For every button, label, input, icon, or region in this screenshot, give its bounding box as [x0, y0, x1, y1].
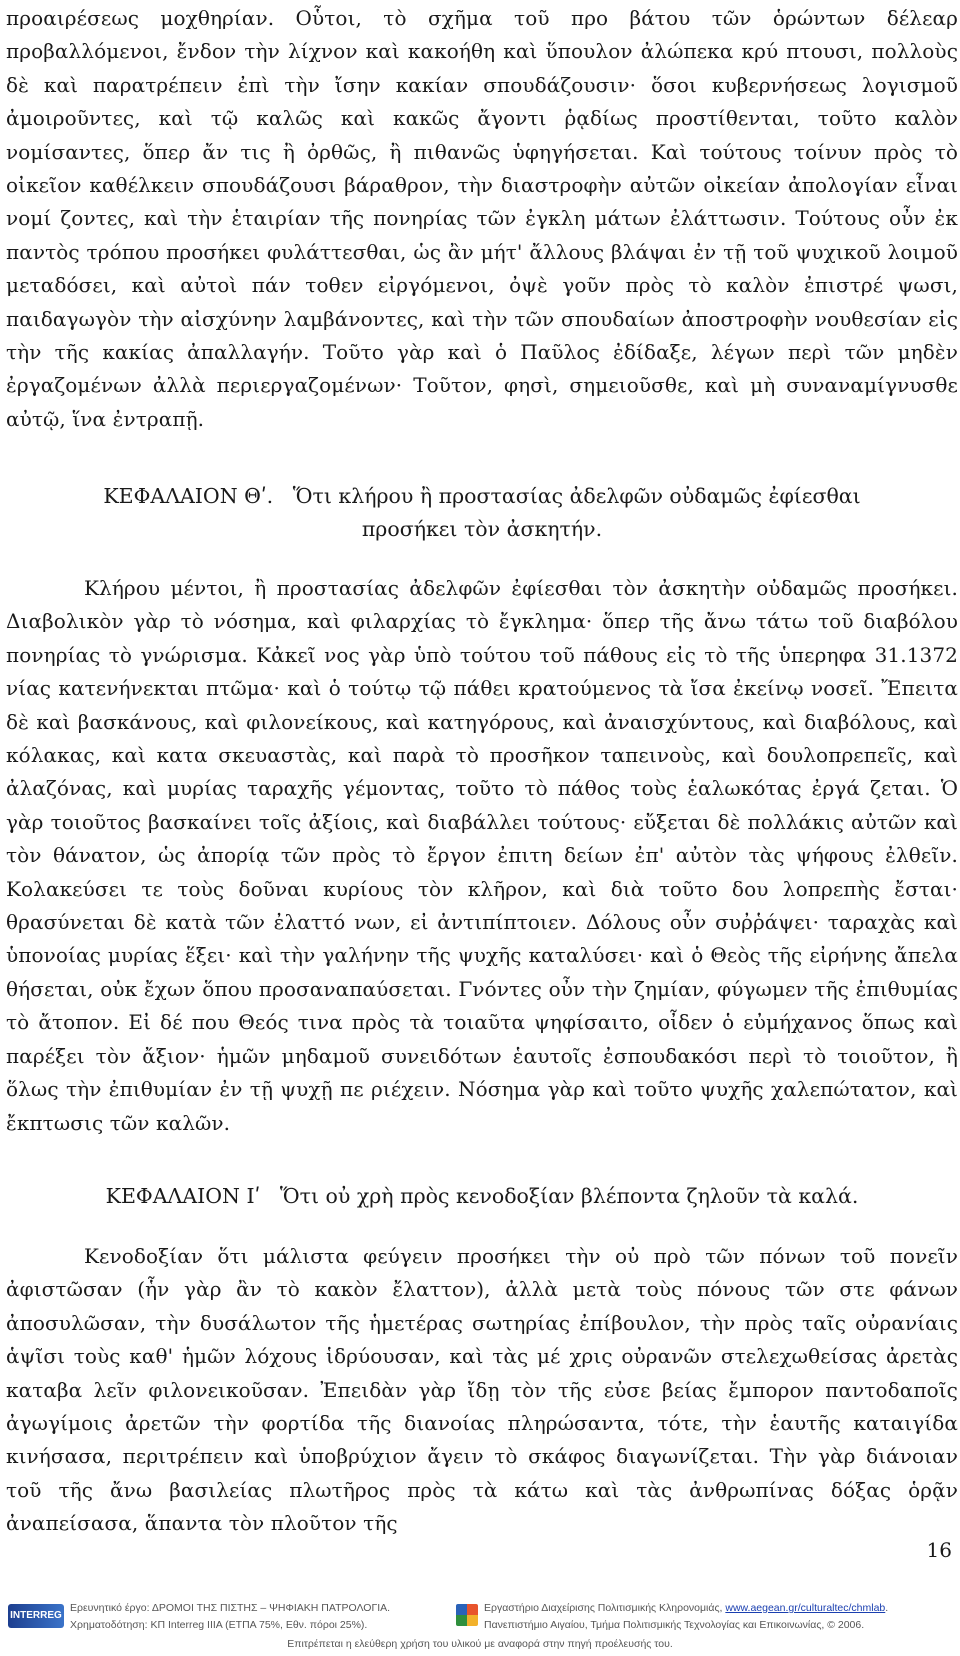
footer-right: [456, 1600, 956, 1636]
chapter-9-heading-line-1: ΚΕΦΑΛΑΙΟΝ Θʹ. Ὅτι κλήρου ἢ προστασίας ἀδελφῶν οὐδαμῶς ἐφίεσθαι: [103, 484, 861, 508]
chapter-10-heading: ΚΕΦΑΛΑΙΟΝ Ιʹ Ὅτι οὐ χρὴ πρὸς κενοδοξίαν βλέποντα ζηλοῦν τὰ καλά.: [105, 1184, 859, 1208]
lab-logo-icon: [456, 1604, 478, 1626]
footer: [0, 1592, 960, 1656]
paragraph-2: Κλήρου μέντοι, ἢ προστασίας ἀδελφῶν ἐφίεσθαι τὸν ἀσκητὴν οὐδαμῶς προσήκει. Διαβολικὸν γὰρ τὸ νόσημα, καὶ φιλαρχίας τὸ ἔγκλημα· ὅπερ τῆς ἄνω τάτω τοῦ διαβόλου πονηρίας τὸ γνώρισμα. Κἀκεῖ νος γὰρ ὑπὸ τούτου τοῦ πάθους εἰς τὸ τῆς ὑπερηφα 31.1372 νίας κατενήνεκται πτῶμα· καὶ ὁ τούτῳ τῷ πάθει κρατούμενος τὰ ἴσα ἐκείνῳ νοσεῖ. Ἔπειτα δὲ καὶ βασκάνους, καὶ φιλονείκους, καὶ κατηγόρους, καὶ ἀναισχύντους, καὶ διαβόλους, καὶ κόλακας, καὶ κατα σκευαστὰς, καὶ παρὰ τὸ προσῆκον ταπεινοὺς, καὶ δουλοπρεπεῖς, καὶ ἀλαζόνας, καὶ μυρίας ταραχῆς γέμοντας, τοῦτο τὸ πάθος τοὺς ἑαλωκότας ἐργά ζεται. Ὁ γὰρ τοιοῦτος βασκαίνει τοῖς ἀξίοις, καὶ διαβάλλει τούτους· εὔξεται δὲ πολλάκις αὐτῶν καὶ τὸν θάνατον, ὡς ἀπορίᾳ τῶν πρὸς τὸ ἔργον ἐπιτη δείων ἐπ' αὐτὸν τὰς ψήφους ἐλθεῖν. Κολακεύσει τε τοὺς δοῦναι κυρίους τὸν κλῆρον, καὶ διὰ τοῦτο δου λοπρεπὴς ἔσται· θρασύνεται δὲ κατὰ τῶν ἐλαττό νων, εἰ ἀντιπίπτοιεν. Δόλους οὖν συῤῥάψει· ταραχὰς καὶ ὑπονοίας μυρίας ἕξει· καὶ τὴν γαλήνην τῆς ψυχῆς καταλύσει· καὶ ὁ Θεὸς τῆς εἰρήνης ἄπελα θήσεται, οὐκ ἔχων ὅπου προσαναπαύσεται. Γνόντες οὖν τὴν ζημίαν, φύγωμεν τῆς ἐπιθυμίας τὸ ἄτοπον. Εἰ δέ που Θεός τινα πρὸς τὰ τοιαῦτα ψηφίσαιτο, οἶδεν ὁ εὐμήχανος ὅπως καὶ παρέξει τὸν ἄξιον· ἡμῶν μηδαμοῦ συνειδότων ἑαυτοῖς ἐσπουδακόσι περὶ τὸ τοιοῦτον, ἢ ὅλως τὴν ἐπιθυμίαν ἐν τῇ ψυχῇ πε ριέχειν. Νόσημα γὰρ καὶ τοῦτο ψυχῆς χαλεπώτατον, καὶ ἔκπτωσις τῶν καλῶν.: [6, 576, 958, 1135]
footer-lab-name: Εργαστήριο Διαχείρισης Πολιτισμικής Κληρονομιάς,: [484, 1602, 726, 1614]
footer-funding-line: Χρηματοδότηση: ΚΠ Interreg IIIA (ΕΤΠΑ 75%, Εθν. πόροι 25%).: [70, 1619, 368, 1631]
interreg-logo-icon: INTERREG III: [8, 1604, 64, 1628]
footer-lab-line: [484, 1600, 888, 1617]
paragraph-3: Κενοδοξίαν ὅτι μάλιστα φεύγειν προσήκει τὴν οὐ πρὸ τῶν πόνων τοῦ πονεῖν ἀφιστῶσαν (ἧν γὰρ ἂν τὸ κακὸν ἔλαττον), ἀλλὰ μετὰ τοὺς πόνους τῶν στε φάνων ἀποσυλῶσαν, τὴν δυσάλωτον τῆς ἡμετέρας σωτηρίας ἐπίβουλον, τὴν πρὸς ταῖς οὐρανίαις ἁψῖσι τοὺς καθ' ἡμῶν λόχους ἱδρύουσαν, καὶ τὰς μέ χρις οὐρανῶν στελεχωθείσας ἀρετὰς καταβα λεῖν φιλονεικοῦσαν. Ἐπειδὰν γὰρ ἴδῃ τὸν τῆς εὐσε βείας ἔμπορον παντοδαποῖς ἀγωγίμοις ἀρετῶν τὴν φορτίδα τῆς διανοίας πληρώσαντα, τότε, τὴν ἑαυτῆς καταιγίδα κινήσασα, περιτρέπειν καὶ ὑποβρύχιον ἄγειν τὸ σκάφος διαγωνίζεται. Τὴν γὰρ διάνοιαν τοῦ τῆς ἄνω βασιλείας πλωτῆρος πρὸς τὰ κάτω καὶ τὰς ἀνθρωπίνας δόξας ὁρᾷν ἀναπείσασα, ἅπαντα τὸν πλοῦτον τῆς: [6, 1244, 958, 1536]
chapter-9-heading-line-2: προσήκει τὸν ἀσκητήν.: [361, 517, 603, 542]
page-number: 16: [926, 1538, 952, 1562]
footer-project-text: [70, 1600, 390, 1634]
footer-lab-end: .: [885, 1602, 889, 1614]
footer-project-line: Ερευνητικό έργο: ΔΡΟΜΟΙ ΤΗΣ ΠΙΣΤΗΣ – ΨΗΦΙΑΚΗ ΠΑΤΡΟΛΟΓΙΑ.: [70, 1602, 391, 1614]
chapter-9-heading: [6, 480, 958, 547]
footer-usage-notice: Επιτρέπεται η ελεύθερη χρήση του υλικού με αναφορά στην πηγή προέλευσής του.: [287, 1638, 673, 1650]
lab-website-link[interactable]: www.aegean.gr/culturaltec/chmlab: [725, 1602, 886, 1614]
footer-left: [8, 1600, 448, 1645]
paragraph-1: προαιρέσεως μοχθηρίαν. Οὗτοι, τὸ σχῆμα τοῦ προ βάτου τῶν ὁρώντων δέλεαρ προβαλλόμενοι, ἔνδον τὴν λίχνον καὶ κακοήθη καὶ ὕπουλον ἀλώπεκα κρύ πτουσι, πολλοὺς δὲ καὶ παρατρέπειν ἐπὶ τὴν ἴσην κακίαν σπουδάζουσιν· ὅσοι κυβερνήσεως λογισμοῦ ἀμοιροῦντες, καὶ τῷ καλῶς καὶ κακῶς ἄγοντι ῥᾳδίως προστίθενται, τοῦτο καλὸν νομίσαντες, ὅπερ ἄν τις ἢ ὀρθῶς, ἢ πιθανῶς ὑφηγήσεται. Καὶ τούτους τοίνυν πρὸς τὸ οἰκεῖον καθέλκειν σπουδάζουσι βάραθρον, τὴν διαστροφὴν αὐτῶν οἰκείαν ἀπολογίαν εἶναι νομί ζοντες, καὶ τὴν ἑταιρίαν τῆς πονηρίας τῶν ἐγκλη μάτων ἐλάττωσιν. Τούτους οὖν ἐκ παντὸς τρόπου προσήκει φυλάττεσθαι, ὡς ἂν μήτ' ἄλλους βλάψαι ἐν τῇ τοῦ ψυχικοῦ λοιμοῦ μεταδόσει, καὶ αὐτοὶ πάν τοθεν εἰργόμενοι, ὀψὲ γοῦν πρὸς τὸ καλὸν ἐπιστρέ ψωσι, παιδαγωγὸν τὴν αἰσχύνην λαμβάνοντες, καὶ τὴν τῶν σπουδαίων ἀποστροφὴν νουθεσίαν εἰς τὴν τῆς κακίας ἀπαλλαγήν. Τοῦτο γὰρ καὶ ὁ Παῦλος ἐδίδαξε, λέγων περὶ τῶν μηδὲν ἐργαζομένων ἀλλὰ περιεργαζομένων· Τοῦτον, φησὶ, σημειοῦσθε, καὶ μὴ συναναμίγνυσθε αὐτῷ, ἵνα ἐντραπῇ.: [6, 6, 958, 431]
footer-university-line: Πανεπιστήμιο Αιγαίου, Τμήμα Πολιτισμικής Τεχνολογίας και Επικοινωνίας, © 2006.: [484, 1619, 865, 1631]
footer-lab-text: [484, 1600, 888, 1634]
